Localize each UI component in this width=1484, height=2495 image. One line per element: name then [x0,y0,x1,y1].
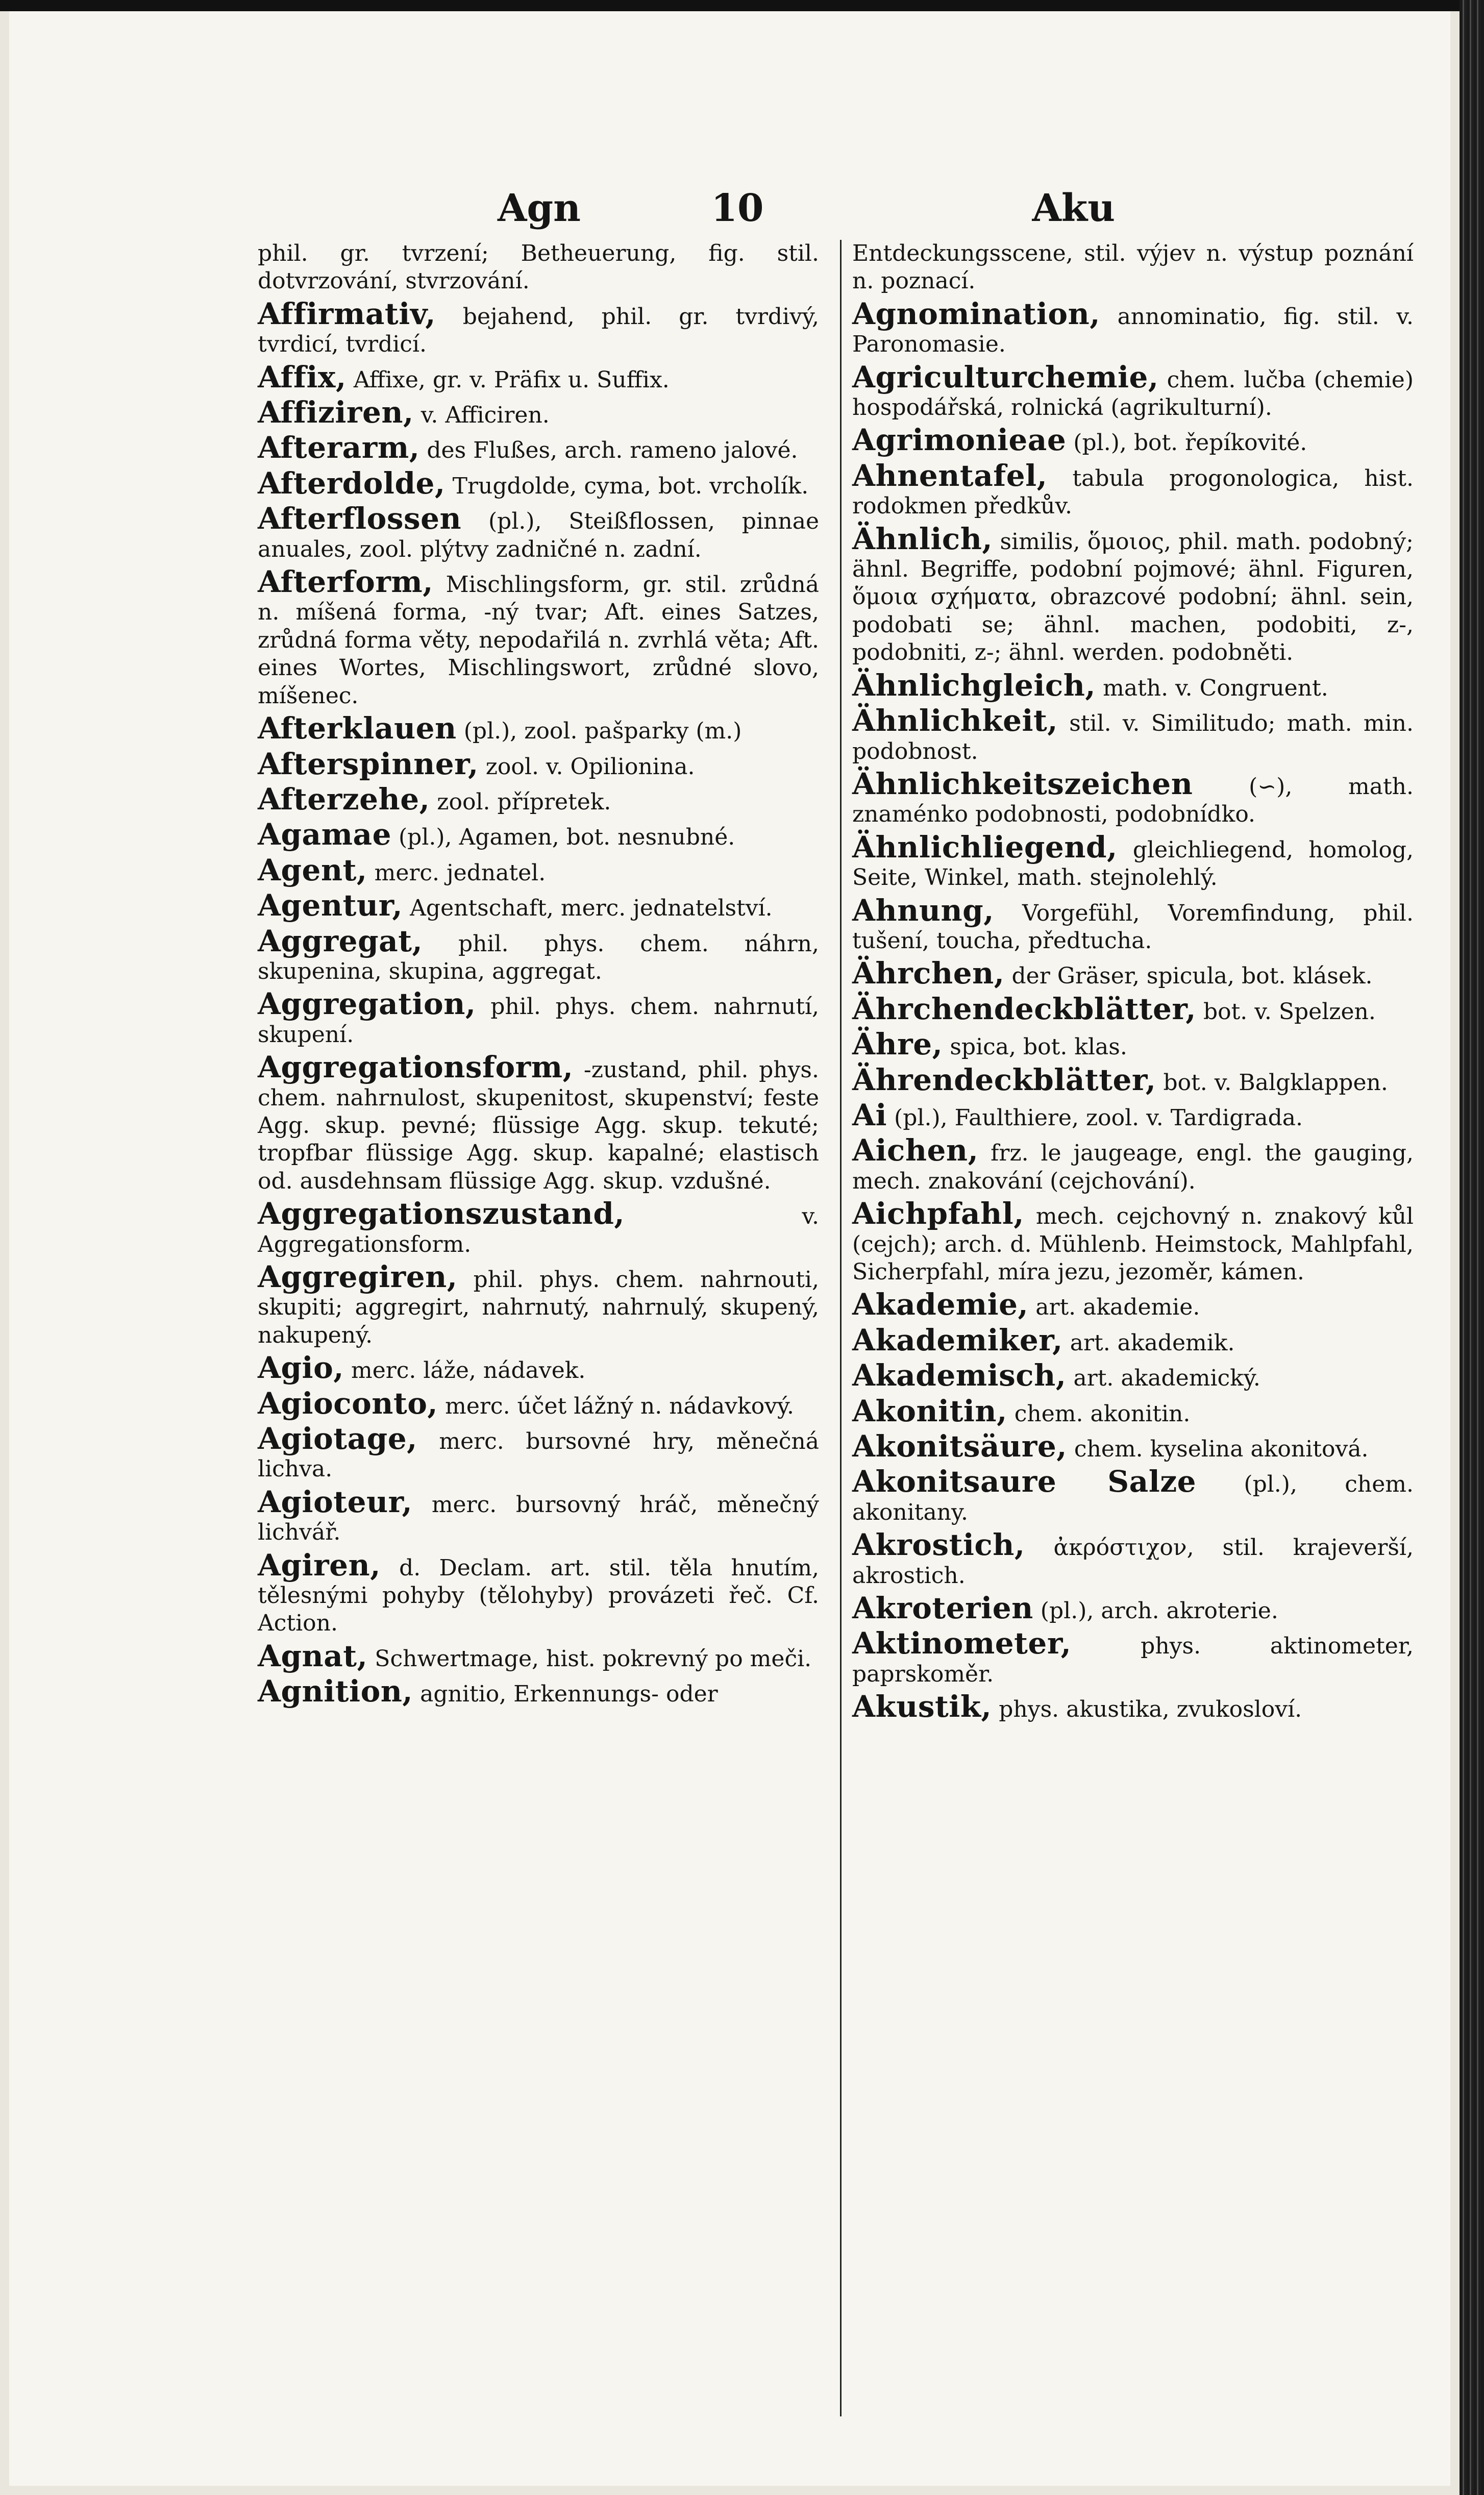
entry-headword: Ahnentafel, [852,458,1048,493]
entry-definition: frz. le jaugeage, engl. the gauging, mech. znakování (cejchování). [852,1140,1414,1194]
dictionary-entry [258,395,819,430]
entry-headword: Akademisch, [852,1358,1067,1393]
entry-headword: Afterklauen [258,711,457,746]
entry-definition: d. Declam. art. stil. těla hnutím, tělesnými pohyby (tělohyby) provázeti řeč. Cf. Action. [258,1554,819,1637]
entry-headword: Afterspinner, [258,746,479,781]
entry-definition: merc. jednatel. [374,859,546,886]
entry-headword: Akademiker, [852,1322,1063,1357]
entry-headword: Agioconto, [258,1386,438,1421]
entry-definition: merc. účet lážný n. nádavkový. [445,1393,795,1419]
entry-definition: bejahend, phil. gr. tvrdivý, tvrdicí, tvrdicí. [258,303,819,358]
dictionary-entry [852,1591,1414,1626]
entry-headword: Aggregat, [258,923,423,958]
entry-headword: Ahnung, [852,893,994,928]
entry-definition: chem. akonitin. [1014,1400,1191,1427]
dictionary-entry [852,1429,1414,1464]
dictionary-entry [258,430,819,465]
dictionary-entry [258,296,819,359]
entry-definition: der Gräser, spicula, bot. klásek. [1011,963,1373,990]
entry-headword: Ähnlich, [852,521,993,556]
dictionary-entry [258,1386,819,1421]
entry-headword: Akonitin, [852,1393,1007,1428]
entry-definition: similis, ὅμοιος, phil. math. podobný; ähnl. Begriffe, podobní pojmové; ähnl. Figuren, ὅμοια σχήματα, obrazcové podobní; ähnl. sein, podobati se; ähnl. machen, podobiti, z-, podobniti, z-; ähnl. werden. podobněti. [852,528,1414,666]
entry-definition: Trugdolde, cyma, bot. vrcholík. [452,473,809,499]
entry-headword: Ähnlichkeit, [852,703,1058,738]
entry-headword: Afterarm, [258,430,420,465]
entry-headword: Ähnlichgleich, [852,668,1096,703]
entry-headword: Ährchen, [852,956,1005,991]
entry-headword: Agriculturchemie, [852,359,1159,394]
column-divider [840,240,842,2416]
entry-headword: Aggregiren, [258,1259,458,1294]
entry-definition: gleichliegend, homolog, Seite, Winkel, math. stejnolehlý. [852,836,1414,891]
dictionary-entry [258,711,819,746]
entry-definition: (pl.), arch. akroterie. [1040,1598,1278,1624]
entry-definition: Vorgefühl, Voremfindung, phil. tušení, toucha, předtucha. [852,900,1414,954]
dictionary-entry [852,1062,1414,1097]
entry-definition: phil. phys. chem. nahrnutí, skupení. [258,994,819,1048]
dictionary-entry [852,956,1414,991]
entry-definition: agnitio, Erkennungs- oder [420,1681,718,1708]
page-number: 10 [711,186,764,230]
dictionary-entry [258,240,819,295]
entry-headword: Akroterien [852,1591,1033,1626]
entry-definition: merc. bursovné hry, měnečná lichva. [258,1428,819,1483]
dictionary-entry [852,1464,1414,1526]
dictionary-entry [852,423,1414,458]
entry-headword: Agent, [258,852,367,887]
entry-definition: Mischlingsform, gr. stil. zrůdná n. míšená forma, -ný tvar; Aft. eines Satzes, zrůdná forma věty, nepodařilá n. zvrhlá věta; Aft. eines Wortes, Mischlingswort, zrůdné slovo, míšenec. [258,572,819,709]
left-column [258,240,819,1713]
header-right-guideword: Aku [1032,186,1115,230]
running-header [258,186,1217,230]
entry-definition: bot. v. Spelzen. [1203,998,1376,1025]
entry-definition: stil. v. Similitudo; math. min. podobnost. [852,710,1414,764]
entry-headword: Affix, [258,359,347,394]
dictionary-entry [852,668,1414,703]
dictionary-entry [852,893,1414,955]
dictionary-entry [258,781,819,817]
entry-headword: Aichen, [852,1133,979,1168]
dictionary-entry [852,359,1414,422]
entry-definition: Schwertmage, hist. pokrevný po meči. [375,1645,812,1672]
entry-definition: (pl.), bot. řepíkovité. [1073,430,1307,456]
dictionary-entry [852,829,1414,892]
entry-definition: art. akademický. [1073,1365,1260,1392]
entry-headword: Aggregationsform, [258,1050,574,1085]
dictionary-entry [852,521,1414,667]
entry-definition: (pl.), Steißflossen, pinnae anuales, zool. plýtvy zadničné n. zadní. [258,508,819,562]
entry-headword: Ähnlichliegend, [852,829,1118,864]
dictionary-entry [258,1674,819,1709]
entry-headword: Aichpfahl, [852,1196,1024,1231]
dictionary-entry [258,746,819,781]
entry-headword: Afterdolde, [258,465,446,501]
entry-headword: Agnomination, [852,296,1100,331]
entry-headword: Ährendeckblätter, [852,1062,1156,1097]
entry-headword: Afterflossen [258,501,462,536]
entry-definition: phil. gr. tvrzení; Betheuerung, fig. stil. dotvrzování, stvrzování. [258,240,819,294]
entry-definition: (∽), math. znaménko podobnosti, podobnídko. [852,773,1414,828]
entry-definition: phil. phys. chem. nahrnouti, skupiti; aggregirt, nahrnutý, nahrnulý, skupený, nakupený. [258,1267,819,1348]
dictionary-entry [258,1350,819,1386]
entry-definition: phil. phys. chem. náhrn, skupenina, skupina, aggregat. [258,930,819,984]
dictionary-entry [852,1626,1414,1688]
dictionary-entry [258,359,819,394]
entry-definition: art. akademie. [1035,1294,1200,1321]
entry-definition: v. Aggregationsform. [258,1203,819,1257]
dictionary-entry [258,1547,819,1638]
entry-definition: Affixe, gr. v. Präfix u. Suffix. [353,366,670,393]
dictionary-entry [258,501,819,563]
dictionary-entry [852,458,1414,521]
dictionary-entry [852,240,1414,295]
dictionary-entry [258,1484,819,1547]
dictionary-entry [852,991,1414,1026]
entry-headword: Agiren, [258,1547,381,1583]
dictionary-entry [258,465,819,501]
dictionary-entry [852,1358,1414,1393]
entry-definition: zool. přípretek. [437,788,611,815]
dictionary-entry [258,1196,819,1258]
entry-headword: Akustik, [852,1689,992,1724]
dictionary-entry [852,1322,1414,1357]
entry-headword: Akrostich, [852,1527,1025,1563]
entry-definition: phys. akustika, zvukosloví. [999,1696,1302,1723]
right-column [852,240,1414,1728]
entry-headword: Ähnlichkeitszeichen [852,766,1193,801]
entry-definition: Agentschaft, merc. jednatelství. [410,895,773,922]
entry-headword: Aggregationszustand, [258,1196,625,1231]
entry-headword: Affiziren, [258,395,414,430]
entry-headword: Agamae [258,817,391,852]
entry-headword: Ähre, [852,1027,943,1062]
entry-definition: -zustand, phil. phys. chem. nahrnulost, skupenitost, skupenství; feste Agg. skup. pevné; flüssige Agg. skup. tekuté; tropfbar flüssige Agg. skup. kapalné; elastisch od. ausdehnsam flüssige Agg. skup. vzdušné. [258,1057,819,1194]
dictionary-entry [258,817,819,852]
entry-definition: (pl.), Faulthiere, zool. v. Tardigrada. [894,1104,1303,1131]
dictionary-entry [258,923,819,986]
entry-definition: tabula progonologica, hist. rodokmen předkův. [852,465,1414,520]
entry-definition: merc. láže, nádavek. [351,1357,586,1384]
entry-definition: des Flußes, arch. rameno jalové. [427,437,798,464]
dictionary-entry [258,986,819,1049]
dictionary-entry [852,1196,1414,1286]
entry-definition: art. akademik. [1070,1329,1235,1356]
entry-headword: Agentur, [258,888,403,923]
dictionary-entry [258,1638,819,1673]
dictionary-entry [258,1259,819,1349]
entry-definition: ἀκρόστιχον, stil. krajeverší, akrostich. [852,1535,1414,1589]
entry-headword: Agioteur, [258,1484,413,1519]
dictionary-entry [258,564,819,710]
entry-definition: annominatio, fig. stil. v. Paronomasie. [852,303,1414,358]
entry-headword: Akonitsäure, [852,1429,1067,1464]
entry-definition: merc. bursovný hráč, měnečný lichvář. [258,1491,819,1546]
entry-headword: Agnat, [258,1638,368,1673]
entry-definition: mech. cejchovný n. znakový kůl (cejch); arch. d. Mühlenb. Heimstock, Mahlpfahl, Sicherpfahl, míra jezu, jezoměr, kámen. [852,1203,1414,1285]
dictionary-entry [258,1421,819,1484]
entry-headword: Agrimonieae [852,423,1067,458]
entry-headword: Agio, [258,1350,344,1386]
entry-headword: Aggregation, [258,986,476,1022]
dictionary-entry [852,296,1414,359]
dictionary-entry [852,1527,1414,1590]
entry-definition: math. v. Congruent. [1103,675,1328,701]
entry-definition: (pl.), Agamen, bot. nesnubné. [399,824,735,851]
dictionary-entry [852,766,1414,829]
entry-headword: Agiotage, [258,1421,417,1456]
entry-definition: v. Afficiren. [421,402,550,429]
dictionary-entry [852,1393,1414,1428]
entry-headword: Afterform, [258,564,433,600]
header-left-guideword: Agn [498,186,581,230]
entry-definition: chem. lučba (chemie) hospodářská, rolnická (agrikulturní). [852,366,1414,421]
entry-definition: chem. kyselina akonitová. [1074,1436,1369,1463]
entry-headword: Ährchendeckblätter, [852,991,1196,1026]
entry-definition: bot. v. Balgklappen. [1163,1069,1388,1096]
dictionary-entry [258,1050,819,1195]
dictionary-entry [258,888,819,923]
entry-headword: Ai [852,1097,887,1132]
dictionary-entry [258,852,819,887]
entry-headword: Agnition, [258,1674,413,1709]
entry-definition: Entdeckungsscene, stil. výjev n. výstup poznání n. poznací. [852,240,1414,294]
dictionary-entry [852,1689,1414,1724]
entry-headword: Afterzehe, [258,781,430,817]
entry-definition: spica, bot. klas. [950,1034,1127,1060]
entry-definition: (pl.), zool. pašparky (m.) [463,718,742,745]
dictionary-entry [852,703,1414,765]
entry-headword: Akademie, [852,1287,1029,1322]
entry-definition: phys. aktinometer, paprskoměr. [852,1633,1414,1687]
dictionary-entry [852,1097,1414,1132]
entry-headword: Affirmativ, [258,296,436,331]
entry-headword: Akonitsaure Salze [852,1464,1197,1499]
book-edge [1460,0,1484,2495]
entry-definition: (pl.), chem. akonitany. [852,1471,1414,1525]
dictionary-entry [852,1027,1414,1062]
entry-definition: zool. v. Opilionina. [485,753,695,780]
dictionary-entry [852,1287,1414,1322]
entry-headword: Aktinometer, [852,1626,1072,1661]
dictionary-entry [852,1133,1414,1195]
